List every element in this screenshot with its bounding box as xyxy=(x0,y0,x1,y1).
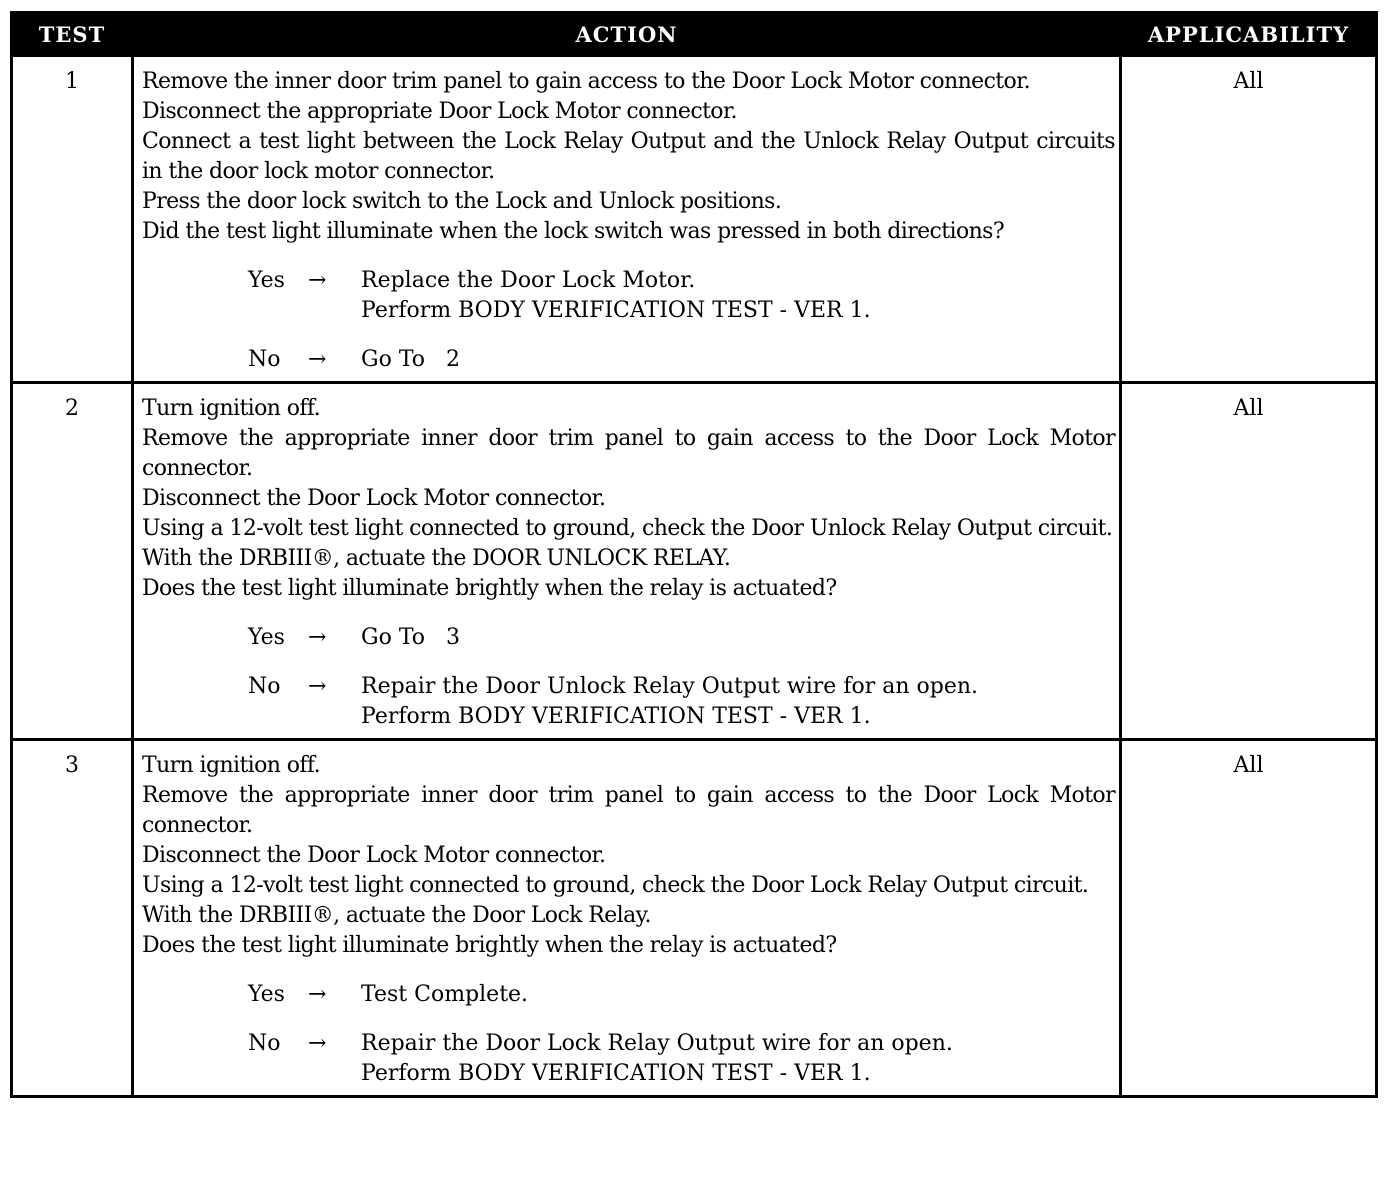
test-number: 1 xyxy=(12,56,133,383)
yes-result xyxy=(361,623,1115,653)
action-step: Using a 12-volt test light connected to ground, check the Door Lock Relay Output circuit. xyxy=(142,873,1089,898)
header-applicability: APPLICABILITY xyxy=(1121,13,1377,56)
result-line: Go To 3 xyxy=(361,625,460,650)
result-line: Perform BODY VERIFICATION TEST - VER 1. xyxy=(361,704,871,729)
action-step: Disconnect the Door Lock Motor connector. xyxy=(142,486,606,511)
yes-outcome xyxy=(142,266,1115,326)
test-number: 3 xyxy=(12,740,133,1097)
no-result xyxy=(361,1029,1115,1089)
right-arrow-icon: → xyxy=(308,1031,327,1056)
result-line: Perform BODY VERIFICATION TEST - VER 1. xyxy=(361,298,871,323)
no-outcome xyxy=(142,1029,1115,1089)
action-step: Does the test light illuminate brightly when the relay is actuated? xyxy=(142,576,837,601)
right-arrow-icon: → xyxy=(308,674,327,699)
no-label: No xyxy=(248,1031,281,1056)
applicability-cell: All xyxy=(1121,740,1377,1097)
applicability-cell: All xyxy=(1121,56,1377,383)
result-line: Replace the Door Lock Motor. xyxy=(361,268,696,293)
action-step: Does the test light illuminate brightly when the relay is actuated? xyxy=(142,933,837,958)
action-step: Press the door lock switch to the Lock and Unlock positions. xyxy=(142,189,782,214)
action-step: Remove the appropriate inner door trim panel to gain access to the Door Lock Motor connector. xyxy=(142,783,1115,838)
table-header-row xyxy=(12,13,1377,56)
test-row-3 xyxy=(12,740,1377,1097)
action-step: Using a 12-volt test light connected to ground, check the Door Unlock Relay Output circuit. xyxy=(142,516,1113,541)
right-arrow-icon: → xyxy=(308,347,327,372)
action-cell xyxy=(133,740,1121,1097)
yes-label: Yes xyxy=(248,982,285,1007)
action-step: Connect a test light between the Lock Relay Output and the Unlock Relay Output circuits in the door lock motor connector. xyxy=(142,129,1115,184)
result-line: Test Complete. xyxy=(361,982,529,1007)
no-result xyxy=(361,345,1115,375)
action-cell xyxy=(133,383,1121,740)
result-line: Repair the Door Unlock Relay Output wire for an open. xyxy=(361,674,978,699)
test-number: 2 xyxy=(12,383,133,740)
result-line: Repair the Door Lock Relay Output wire for an open. xyxy=(361,1031,953,1056)
action-step: Turn ignition off. xyxy=(142,753,321,778)
test-row-2 xyxy=(12,383,1377,740)
header-test: TEST xyxy=(12,13,133,56)
action-step: Remove the inner door trim panel to gain access to the Door Lock Motor connector. xyxy=(142,69,1031,94)
right-arrow-icon: → xyxy=(308,625,327,650)
right-arrow-icon: → xyxy=(308,982,327,1007)
action-step: Did the test light illuminate when the lock switch was pressed in both directions? xyxy=(142,219,1005,244)
diagnostic-test-table xyxy=(10,11,1378,1098)
action-step: Disconnect the Door Lock Motor connector. xyxy=(142,843,606,868)
yes-result xyxy=(361,266,1115,326)
no-label: No xyxy=(248,347,281,372)
action-cell xyxy=(133,56,1121,383)
action-step: Remove the appropriate inner door trim panel to gain access to the Door Lock Motor connector. xyxy=(142,426,1115,481)
no-label: No xyxy=(248,674,281,699)
action-step: Turn ignition off. xyxy=(142,396,321,421)
yes-outcome xyxy=(142,980,1115,1010)
test-row-1 xyxy=(12,56,1377,383)
yes-result xyxy=(361,980,1115,1010)
header-action: ACTION xyxy=(133,13,1121,56)
no-result xyxy=(361,672,1115,732)
action-step: With the DRBIII®, actuate the Door Lock Relay. xyxy=(142,903,651,928)
no-outcome xyxy=(142,672,1115,732)
result-line: Perform BODY VERIFICATION TEST - VER 1. xyxy=(361,1061,871,1086)
applicability-cell: All xyxy=(1121,383,1377,740)
action-step: With the DRBIII®, actuate the DOOR UNLOCK RELAY. xyxy=(142,546,731,571)
result-line: Go To 2 xyxy=(361,347,460,372)
yes-label: Yes xyxy=(248,625,285,650)
action-step: Disconnect the appropriate Door Lock Motor connector. xyxy=(142,99,737,124)
yes-label: Yes xyxy=(248,268,285,293)
no-outcome xyxy=(142,345,1115,375)
right-arrow-icon: → xyxy=(308,268,327,293)
yes-outcome xyxy=(142,623,1115,653)
